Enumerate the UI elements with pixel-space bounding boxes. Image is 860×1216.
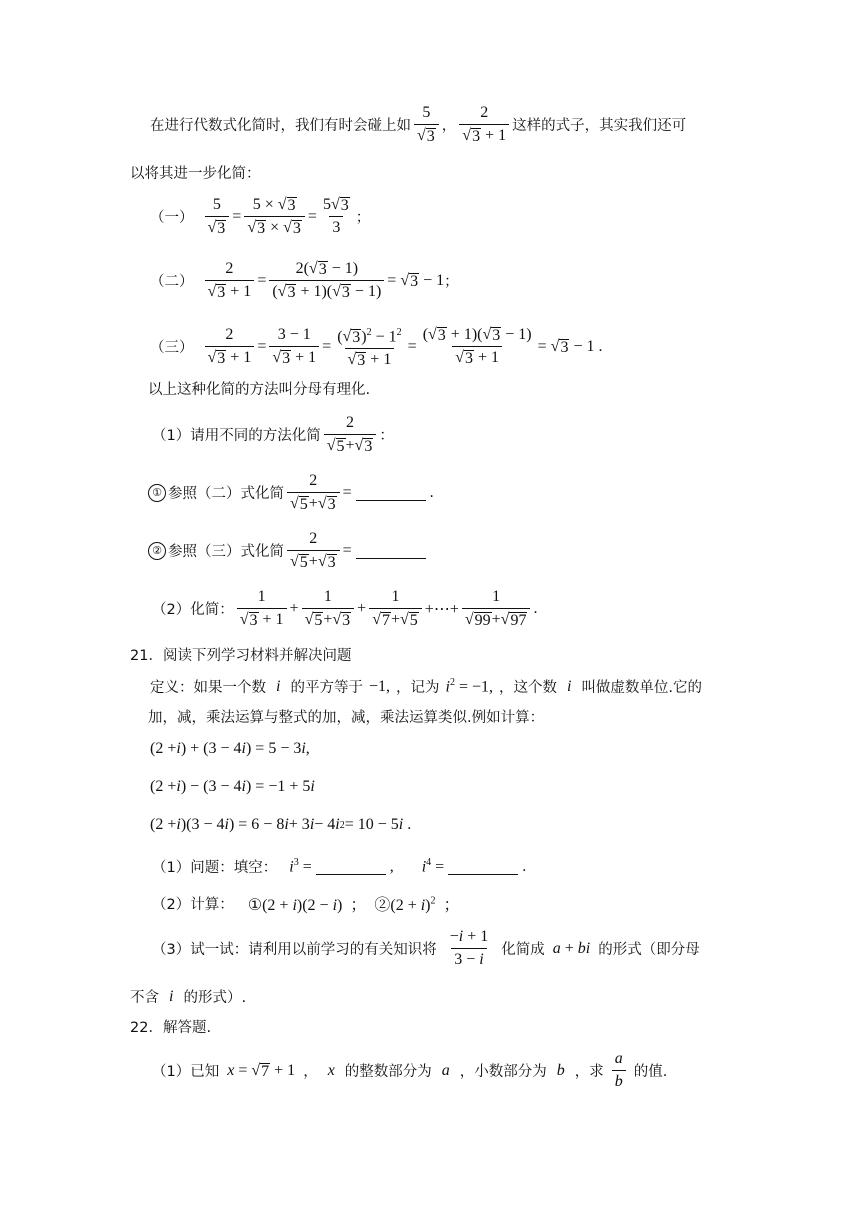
circled-two: ②	[148, 542, 166, 560]
answer-blank[interactable]	[448, 859, 518, 875]
method-note: 以上这种化简的方法叫分母有理化.	[148, 382, 371, 398]
q1-part2-text: 参照（三）式化简	[168, 544, 284, 560]
answer-blank[interactable]	[356, 485, 426, 501]
p21-q3-e: 的形式）.	[183, 990, 247, 1006]
circled-one: ①	[148, 484, 166, 502]
p21-q3-c: 的形式（即分母	[598, 942, 700, 958]
p21-q1-label: （1）问题：填空：	[152, 860, 278, 876]
q1-part2: ② 参照（三）式化简 2 √ 5 + √ 3 =	[148, 530, 430, 571]
p21-def-line1: 定义：如果一个数 i 的平方等于 −1, ，记为 $i^2 = -1$, ，这个数 i 叫做虚数单位.它的	[150, 676, 703, 696]
intro-line-1	[150, 104, 686, 145]
p22-q1-b: ，	[303, 1064, 318, 1080]
p22-q1: （1）已知 x = √ 7 + 1 ， x 的整数部分为 a ，小数部分为 b ，求 $\frac{a}{b}$ 的值.	[152, 1050, 668, 1090]
q1-prompt: （1）请用不同的方法化简	[152, 428, 321, 444]
q2-sum: （2）化简： 1 √ 3 + 1 + 1 √ 5 + √ 3 + 1 √ 7 + √ 5 +⋯+ 1 √ 99 + √ 97 .	[152, 588, 538, 629]
fraction-5-over-root3: 5 √ 3	[414, 104, 439, 145]
p21-q3-line2: 不含 i 的形式）.	[130, 987, 247, 1006]
p21-q1: （1）问题：填空： $i^3$ = , $i^4$ = .	[152, 856, 527, 876]
q1-prompt-line: （1）请用不同的方法化简 2 √ 5 + √ 3 ：	[152, 414, 394, 455]
q2-prompt: （2）化简：	[152, 602, 234, 618]
intro-text-a: 在进行代数式化简时，我们有时会碰上如	[150, 118, 411, 134]
step-two: （二） 2 √ 3 + 1 = 2( √ 3 − 1) ( √ 3 + 1)( √ 3 − 1) = √ 3 − 1 ；	[150, 260, 459, 301]
p22-q1-d: ，小数部分为	[459, 1064, 547, 1080]
p21-example-mul: (2 + i )(3 − 4 i ) = 6 − 8 i + 3 i − 4 i 2 = 10 − 5 i .	[150, 816, 412, 833]
p21-q3-a: （3）试一试：请利用以前学习的有关知识将	[152, 942, 437, 958]
p21-def-line2: 加，减，乘法运算与整式的加，减，乘法运算类似.例如计算：	[148, 710, 545, 726]
intro-line-2: 以将其进一步化简：	[130, 166, 261, 182]
p21-def-a: 定义：如果一个数	[150, 680, 266, 696]
p21-q3-d: 不含	[130, 990, 159, 1006]
p21-q2: （2）计算： ①(2 + i)(2 − i) ； ②(2 + i)$^2$ ；	[152, 892, 460, 915]
p21-def-d: ，这个数	[498, 680, 557, 696]
answer-blank[interactable]	[316, 859, 386, 875]
problem-22-title: 22．解答题.	[130, 1020, 212, 1036]
p21-q3-line1: （3）试一试：请利用以前学习的有关知识将 $\frac{-i + 1}{3 - i}$ 化简成 a + bi 的形式（即分母	[152, 928, 700, 968]
step-one-label: （一）	[150, 210, 194, 226]
p22-q1-c: 的整数部分为	[344, 1064, 432, 1080]
p21-def-c: ，记为	[395, 680, 440, 696]
p21-def-b: 的平方等于	[290, 680, 363, 696]
p21-example-add: (2 + i ) + (3 − 4 i ) = 5 − 3 i ,	[150, 740, 310, 757]
answer-blank[interactable]	[356, 543, 426, 559]
p21-def-e: 叫做虚数单位.它的	[581, 680, 703, 696]
problem-21-title: 21．阅读下列学习材料并解决问题	[130, 648, 352, 664]
fraction-2-over-root3-plus-1: 2 √ 3 + 1	[459, 104, 509, 145]
step-three: （三） 2 √ 3 + 1 = 3 − 1 √ 3 + 1 = ( √ 3 )$^2 - 1^2$ √ 3 + 1 = ( √ 3 + 1)( √ 3 − 1) √ 3 + 1 = √ 3 − 1 .	[150, 326, 603, 370]
p21-q3-b: 化简成	[501, 942, 545, 958]
p22-q1-a: （1）已知	[152, 1064, 220, 1080]
q1-colon: ：	[379, 428, 394, 444]
intro-text-c: 这样的式子，其实我们还可	[512, 118, 687, 134]
p21-example-sub: (2 + i ) − (3 − 4 i ) = −1 + 5 i	[150, 778, 315, 795]
p22-q1-e: ，求	[574, 1064, 604, 1080]
q1-part1: ① 参照（二）式化简 2 √ 5 + √ 3 = .	[148, 472, 434, 513]
q1-part1-text: 参照（二）式化简	[168, 486, 284, 502]
step-three-label: （三）	[150, 340, 194, 357]
intro-comma: ，	[441, 118, 457, 134]
step-one: （一） 5 √ 3 = 5 × √ 3 √ 3 × √ 3 = 5 √ 3 3 ；	[150, 196, 371, 237]
p21-q2-label: （2）计算：	[152, 897, 234, 913]
p22-q1-f: 的值.	[633, 1064, 668, 1080]
step-two-label: （二）	[150, 274, 194, 290]
